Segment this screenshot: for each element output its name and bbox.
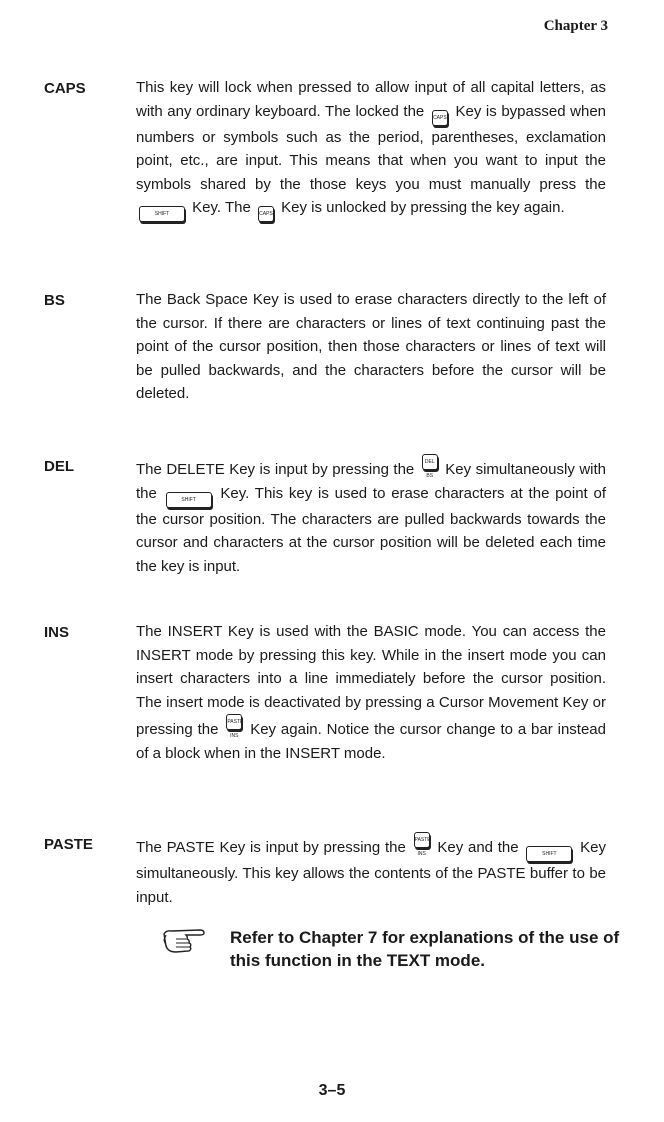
entry-text-segment: Key. The (188, 199, 255, 216)
entry-text-segment: Key again. Notice the cursor change to a bar instead of a block when in the INSERT mode. (136, 721, 606, 762)
term-caps: CAPS (44, 80, 86, 97)
entry-paste-text (136, 832, 606, 909)
entry-text-segment: Key simultaneously. This key allows the contents of the PASTE buffer to be input. (136, 839, 606, 906)
entry-ins-text (136, 620, 606, 765)
entry-text-segment: The DELETE Key is input by pressing the (136, 461, 419, 478)
entry-text-segment: This key will lock when pressed to allow input of all capital letters, as with any ordinary keyboard. The locked the (136, 79, 606, 120)
entry-bs-text (136, 288, 606, 406)
entry-text-segment: Key is bypassed when numbers or symbols such as the period, parentheses, exclamation point, etc., are input. This means that when you want to input the symbols shared by the those keys you must manually press the (136, 102, 606, 193)
page-number: 3–5 (318, 1082, 346, 1099)
entry-text-segment: The Back Space Key is used to erase characters directly to the left of the cursor. If there are characters or lines of text continuing past the point of the cursor position, then those characters or lines of text will be pulled backwards, and the characters before the cursor will be deleted. (136, 291, 606, 402)
entry-text-segment: Key is unlocked by pressing the key again. (276, 199, 565, 216)
entry-text-segment: The INSERT Key is used with the BASIC mode. You can access the INSERT mode by pressing this key. While in the insert mode you can insert characters into a line immediately before the cursor position. The insert mode is deactivated by pressing a Cursor Movement Key or pressing the (136, 623, 606, 738)
shift-key-icon: SHIFT (166, 492, 212, 508)
keycap-icon: DEL BS (422, 454, 438, 470)
entry-text-segment: Key and the (432, 839, 524, 856)
keycap-icon: CAPS (432, 110, 448, 126)
reference-note: Refer to Chapter 7 for explanations of the use of this function in the TEXT mode. (230, 928, 620, 970)
pointing-hand-icon (162, 924, 214, 956)
keycap-icon: PASTE INS (226, 714, 242, 730)
entry-text-segment: Key simultaneously with the (136, 461, 606, 502)
chapter-header: Chapter 3 (543, 18, 608, 34)
entry-del-text (136, 454, 606, 578)
term-ins: INS (44, 624, 70, 641)
term-del: DEL (44, 458, 74, 475)
shift-key-icon: SHIFT (139, 206, 185, 222)
entry-text-segment: Key. This key is used to erase characters at the point of the cursor position. The characters are pulled backwards towards the cursor and characters at the cursor position will be deleted each time the key is input. (136, 484, 606, 575)
keycap-icon: CAPS (258, 206, 274, 222)
shift-key-icon: SHIFT (526, 846, 572, 862)
keycap-icon: PASTE INS (414, 832, 430, 848)
entry-caps-text (136, 76, 606, 222)
entry-text-segment: The PASTE Key is input by pressing the (136, 839, 411, 856)
term-bs: BS (44, 292, 65, 309)
term-paste: PASTE (44, 836, 93, 853)
